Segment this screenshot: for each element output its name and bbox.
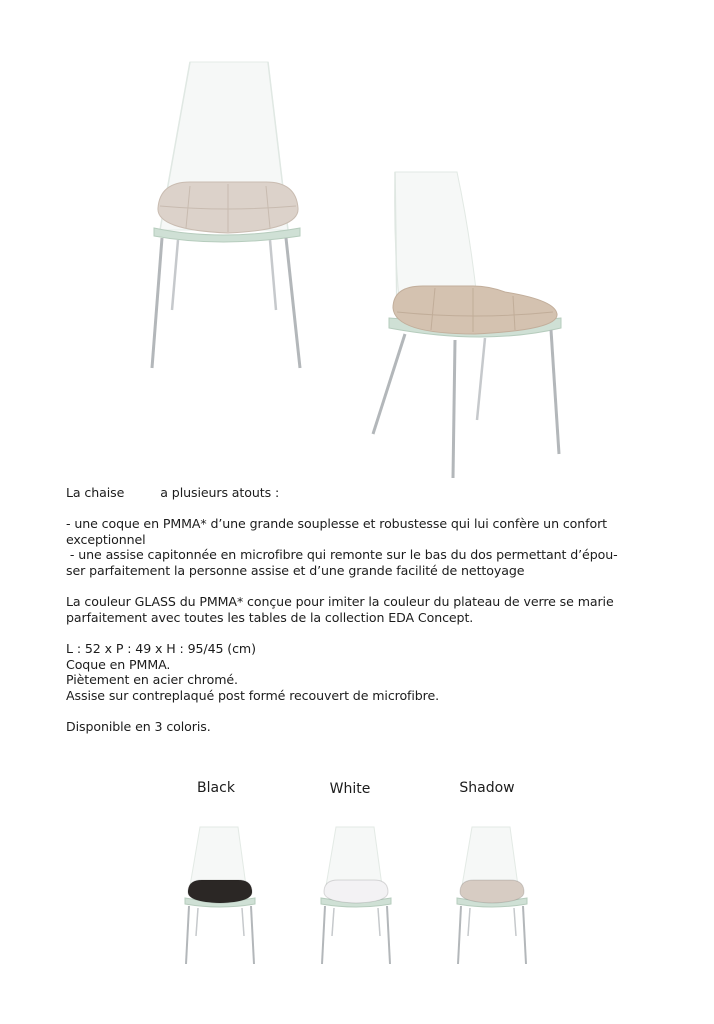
availability-text: Disponible en 3 coloris. — [66, 718, 211, 734]
spec-seat: Assise sur contreplaqué post formé recouvert de microfibre. — [66, 687, 440, 703]
color-note-line-2: parfaitement avec toutes les tables de la collection EDA Concept. — [66, 609, 474, 625]
chair-front-view-image — [140, 60, 320, 380]
variant-label-white: White — [329, 781, 371, 797]
feature-line-4: ser parfaitement la personne assise et d’une grande facilité de nettoyage — [66, 562, 525, 578]
chair-variant-shadow-image — [452, 826, 532, 968]
chair-angled-view-image — [365, 168, 575, 488]
spec-base: Piètement en acier chromé. — [66, 672, 238, 688]
description-text — [66, 485, 666, 735]
intro-line — [66, 485, 666, 501]
chair-variant-white-image — [316, 826, 396, 968]
feature-line-1: - une coque en PMMA* d’une grande souplesse et robustesse qui lui confère un confort — [66, 516, 608, 532]
variant-label-black: Black — [197, 780, 235, 796]
feature-line-3: - une assise capitonnée en microfibre qui remonte sur le bas du dos permettant d’épou- — [66, 547, 618, 563]
feature-line-2: exceptionnel — [66, 531, 146, 547]
spec-shell: Coque en PMMA. — [66, 656, 171, 672]
color-note-line-1: La couleur GLASS du PMMA* conçue pour imiter la couleur du plateau de verre se marie — [66, 594, 614, 610]
intro-text-after: a plusieurs atouts : — [160, 485, 280, 500]
spec-dimensions: L : 52 x P : 49 x H : 95/45 (cm) — [66, 640, 256, 656]
intro-text-before: La chaise — [66, 485, 125, 500]
variant-label-shadow: Shadow — [459, 780, 515, 796]
chair-variant-black-image — [180, 826, 260, 968]
